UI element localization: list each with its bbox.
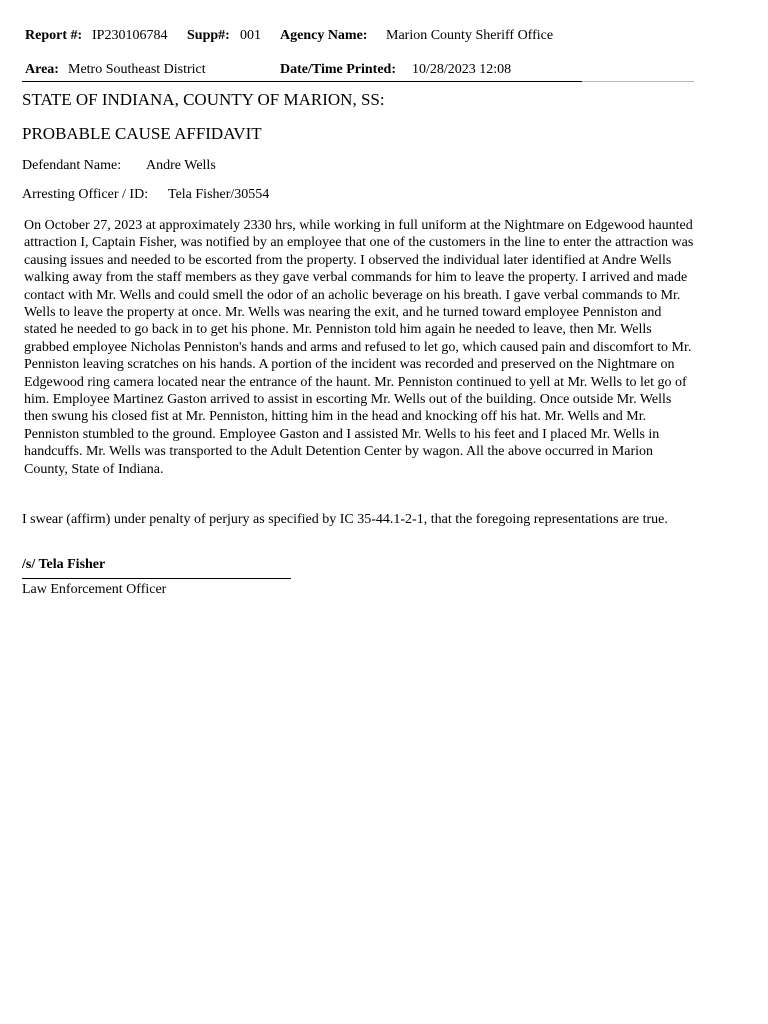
narrative-paragraph: On October 27, 2023 at approximately 2330 hrs, while working in full uniform at the Nightmare on Edgewood haunted attraction I, Captain Fisher, was notified by an employee that one of the customers in the line to enter the attraction was causing issues and needed to be escorted from the property. I observed the individual later identified at Andre Wells walking away from the staff members as they gave verbal commands for him to leave the property. I arrived and made contact with Mr. Wells and could smell the odor of an acholic beverage on his breath. I gave verbal commands to Mr. Wells to leave the property at once. Mr. Wells was nearing the exit, and he turned toward employee Penniston and stated he needed to go back in to get his phone. Mr. Penniston told him again he needed to leave, then Mr. Wells grabbed employee Nicholas Penniston's hands and arms and refused to let go, which caused pain and discomfort to Mr. Penniston leaving scratches on his hands. A portion of the incident was recorded and preserved on the Nightmare on Edgewood ring camera located near the entrance of the haunt. Mr. Penniston continued to yell at Mr. Wells to let go of him. Employee Martinez Gaston arrived to assist in escorting Mr. Wells out of the building. Once outside Mr. Wells then swung his closed fist at Mr. Penniston, hitting him in the head and knocking off his hat. Mr. Wells and Mr. Penniston stumbled to the ground. Employee Gaston and I assisted Mr. Wells to his feet and I placed Mr. Wells in handcuffs. Mr. Wells was transported to the Adult Detention Center by wagon. All the above occurred in Marion County, State of Indiana. xyxy=(24,218,694,477)
agency-name-label: Agency Name: xyxy=(280,28,368,43)
supp-number-value: 001 xyxy=(240,28,261,43)
date-printed-label: Date/Time Printed: xyxy=(280,62,396,77)
affidavit-title: PROBABLE CAUSE AFFIDAVIT xyxy=(22,124,262,143)
defendant-label: Defendant Name: xyxy=(22,158,122,173)
date-printed-value: 10/28/2023 12:08 xyxy=(412,62,512,77)
signature: /s/ Tela Fisher xyxy=(22,557,106,572)
report-number-value: IP230106784 xyxy=(92,28,168,43)
header-divider xyxy=(22,81,582,82)
signature-line xyxy=(22,578,291,579)
area-value: Metro Southeast District xyxy=(68,62,206,77)
arresting-officer-value: Tela Fisher/30554 xyxy=(168,187,270,202)
area-label: Area: xyxy=(25,62,59,77)
signature-title: Law Enforcement Officer xyxy=(22,582,167,597)
arresting-officer-label: Arresting Officer / ID: xyxy=(22,187,149,202)
supp-number-label: Supp#: xyxy=(187,28,230,43)
defendant-value: Andre Wells xyxy=(146,158,216,173)
report-number-label: Report #: xyxy=(25,28,83,43)
venue-heading: STATE OF INDIANA, COUNTY OF MARION, SS: xyxy=(22,90,385,109)
agency-name-value: Marion County Sheriff Office xyxy=(386,28,554,43)
oath-statement: I swear (affirm) under penalty of perjury as specified by IC 35-44.1-2-1, that the foregoing representations are true. xyxy=(22,512,668,527)
